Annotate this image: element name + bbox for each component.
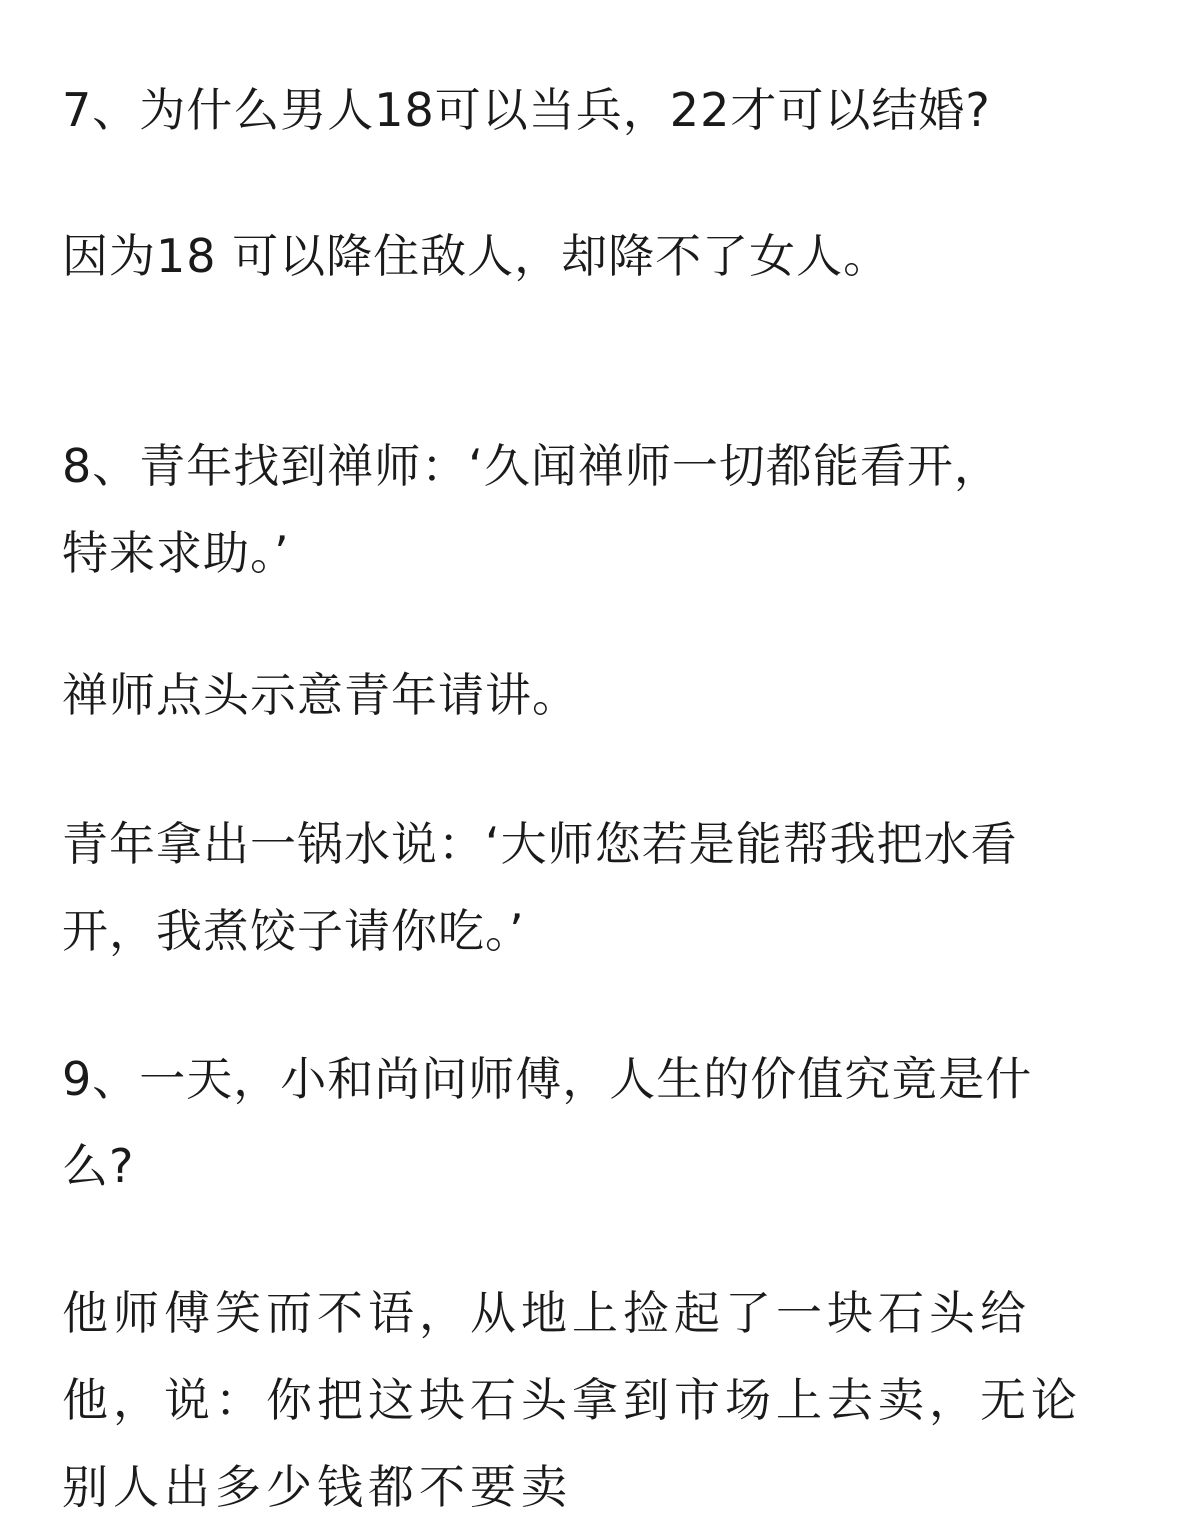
text-line: 他，说：你把这块石头拿到市场上去卖，无论 — [62, 1373, 1082, 1427]
text-line: 开，我煮饺子请你吃。’ — [62, 904, 525, 958]
text-line: 9、一天，小和尚问师傅，人生的价值究竟是什 — [62, 1052, 1033, 1106]
text-line: 青年拿出一锅水说：‘大师您若是能帮我把水看 — [62, 817, 1018, 871]
paragraph-9-story — [62, 1270, 1122, 1531]
text-line: 特来求助。’ — [62, 526, 290, 580]
paragraph-8-intro — [62, 423, 1122, 597]
paragraph-8-punchline — [62, 801, 1122, 975]
paragraph-7-question — [62, 67, 1122, 154]
paragraph-9-question — [62, 1036, 1122, 1210]
text-line: 8、青年找到禅师：‘久闻禅师一切都能看开， — [62, 439, 1001, 493]
text-line: 么? — [62, 1139, 135, 1193]
text-line: 因为18 可以降住敌人，却降不了女人。 — [62, 229, 891, 283]
text-line: 禅师点头示意青年请讲。 — [62, 668, 579, 722]
text-line: 他师傅笑而不语，从地上捡起了一块石头给 — [62, 1286, 1031, 1340]
text-line: 别人出多少钱都不要卖 — [62, 1460, 572, 1514]
paragraph-7-answer — [62, 213, 1122, 300]
text-line: 7、为什么男人18可以当兵，22才可以结婚? — [62, 83, 991, 137]
paragraph-8-reply — [62, 652, 1122, 739]
